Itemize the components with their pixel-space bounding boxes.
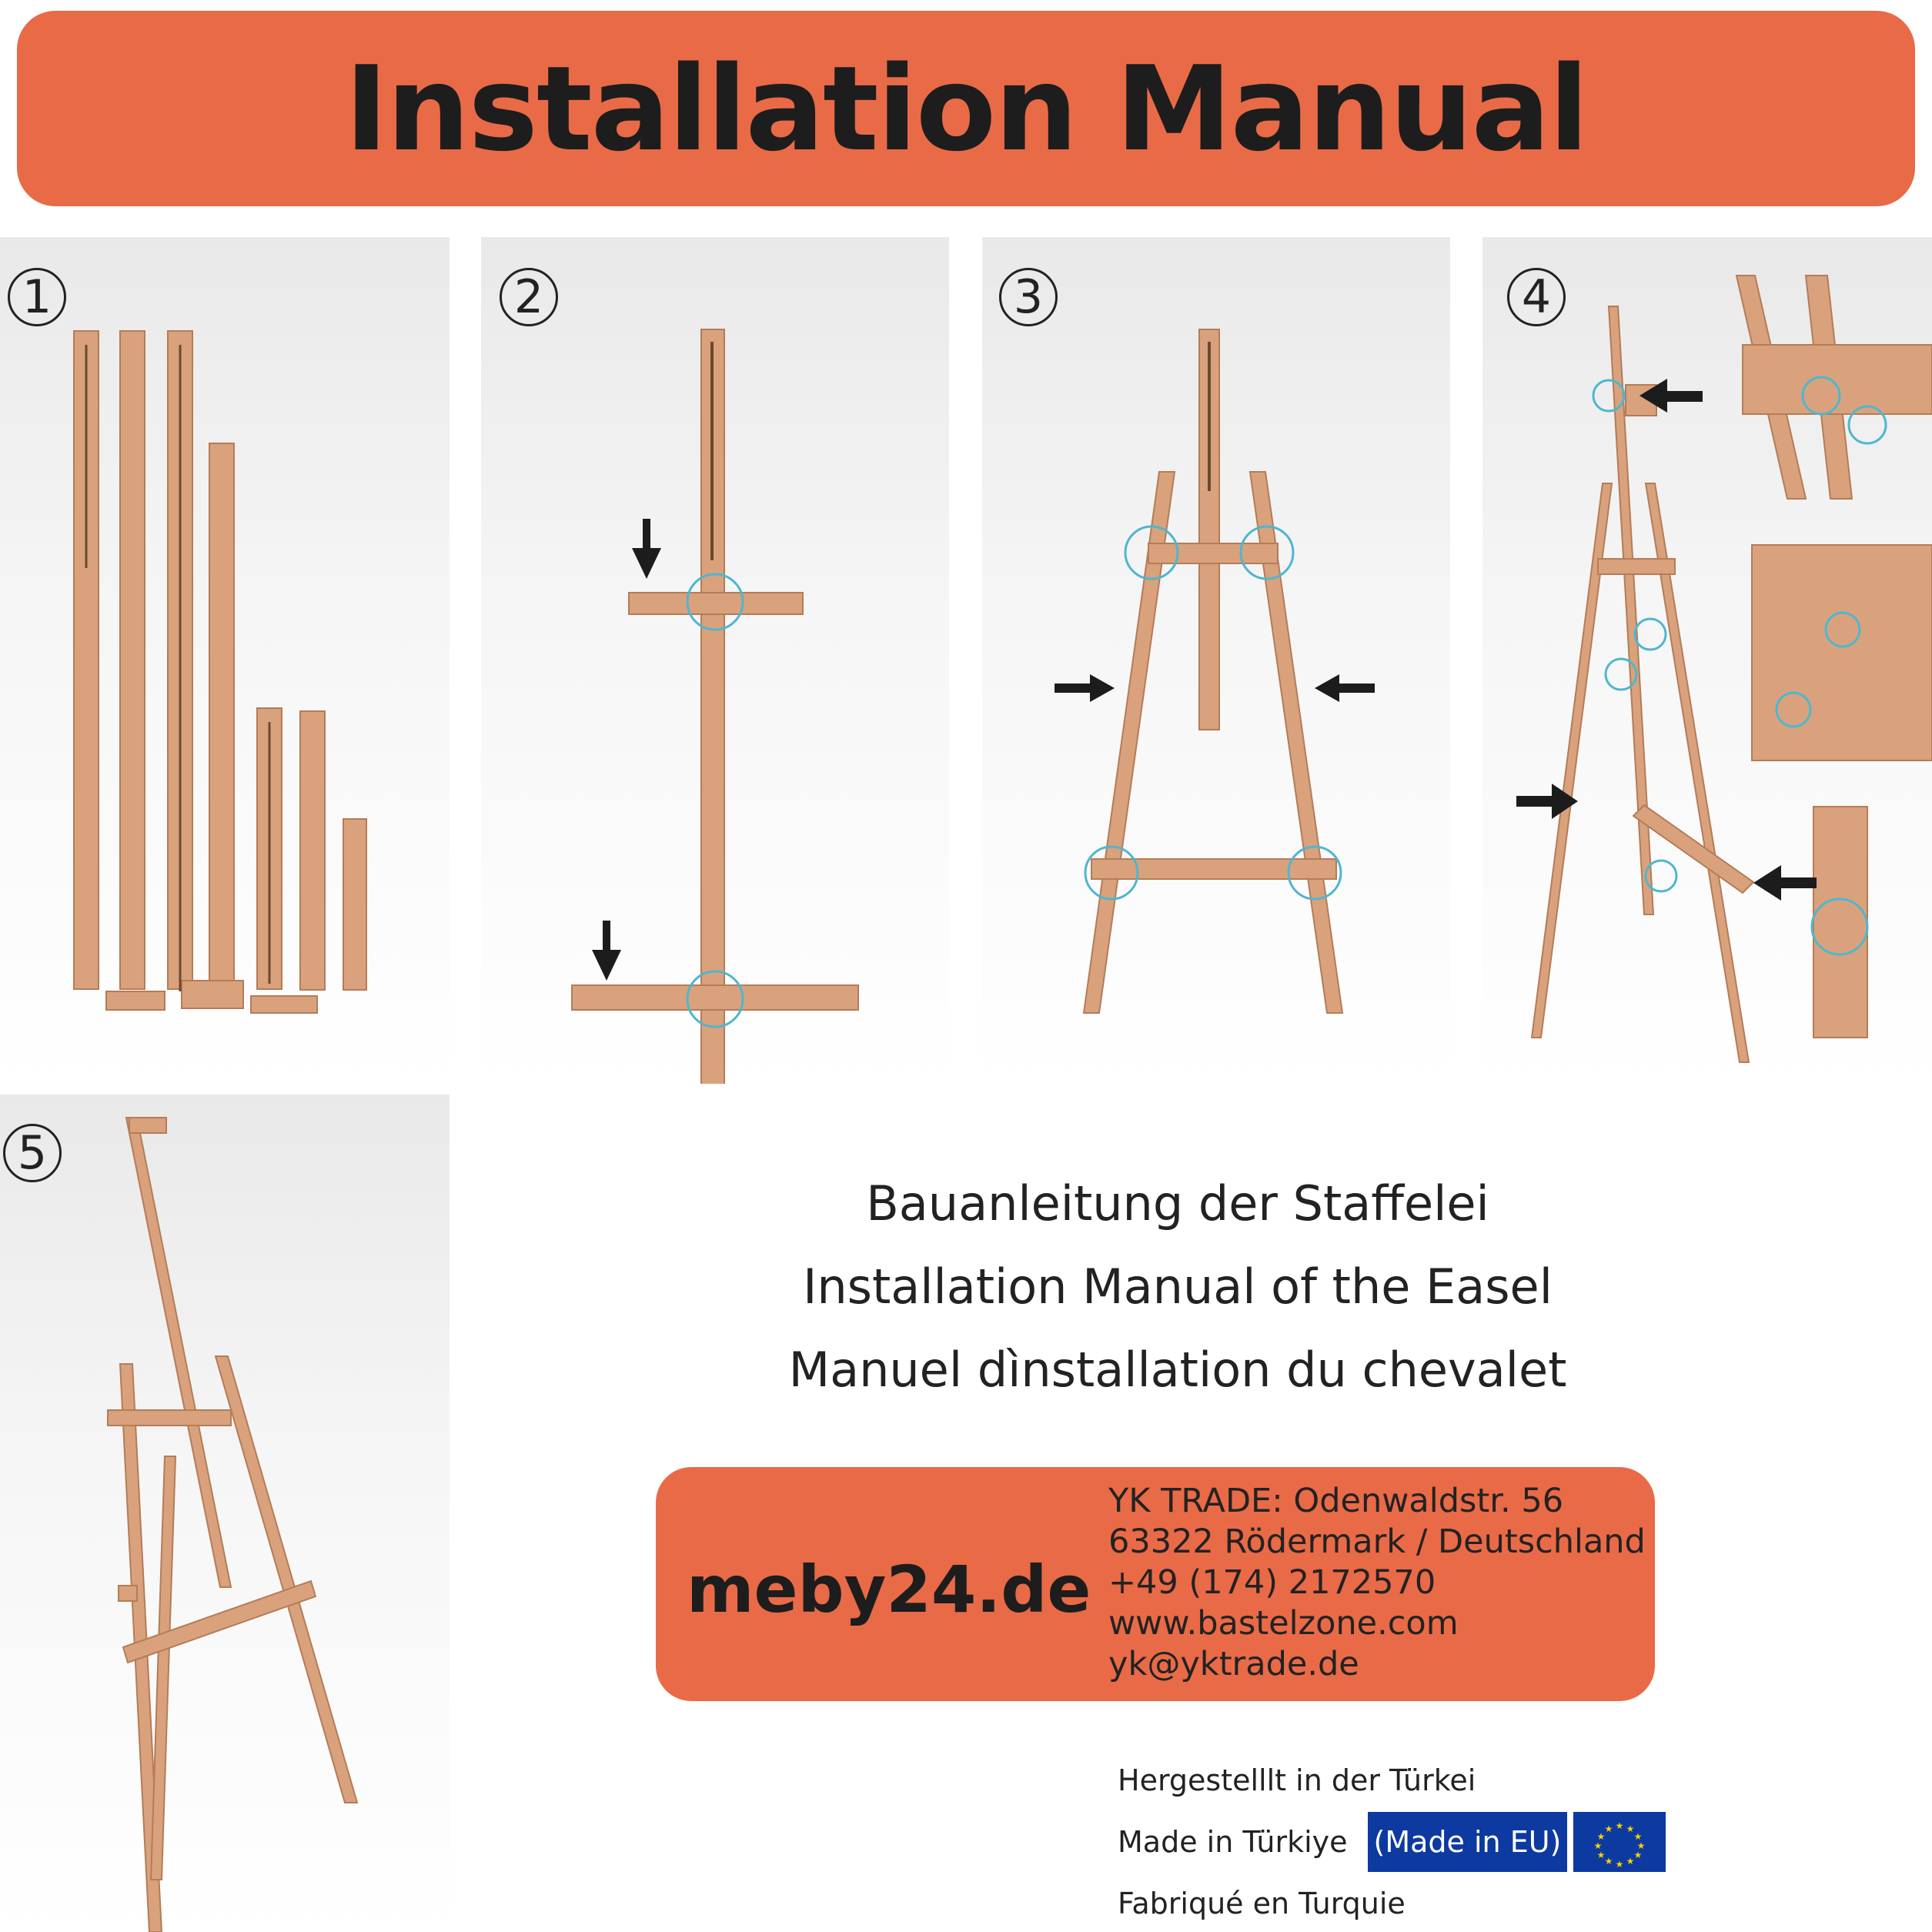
title-english: Installation Manual of the Easel <box>803 1258 1553 1315</box>
step-5-panel <box>0 1095 450 1932</box>
svg-text:★: ★ <box>1596 1831 1606 1842</box>
email-link[interactable]: yk@yktrade.de <box>1108 1645 1359 1683</box>
step-2-panel <box>481 237 949 1084</box>
easel-illustration <box>0 1095 450 1932</box>
made-in-eu-badge: (Made in EU) <box>1368 1812 1568 1872</box>
svg-text:★: ★ <box>1633 1850 1643 1860</box>
step-3-number: 3 <box>999 268 1058 326</box>
step-3-panel <box>982 237 1450 1084</box>
svg-text:★: ★ <box>1604 1856 1613 1867</box>
contact-box <box>656 1467 1655 1701</box>
step-2-illustration <box>481 237 949 1084</box>
address-block <box>1108 1481 1646 1685</box>
page-title: Installation Manual <box>344 40 1588 177</box>
svg-text:★: ★ <box>1626 1856 1635 1867</box>
origin-french: Fabriqué en Turquie <box>1118 1887 1406 1920</box>
title-german: Bauanleitung der Staffelei <box>866 1175 1489 1232</box>
header-banner <box>17 11 1915 206</box>
svg-text:★: ★ <box>1593 1840 1603 1851</box>
step-4-illustration <box>1482 237 1932 1084</box>
street: Odenwaldstr. 56 <box>1293 1482 1564 1520</box>
svg-text:★: ★ <box>1596 1850 1606 1860</box>
origin-german: Hergestelllt in der Türkei <box>1118 1763 1476 1797</box>
origin-english: Made in Türkiye <box>1118 1825 1348 1859</box>
parts-illustration <box>0 237 450 1084</box>
svg-text:★: ★ <box>1626 1823 1635 1834</box>
svg-text:★: ★ <box>1615 1859 1624 1870</box>
step-1-number: 1 <box>8 268 66 326</box>
step-2-number: 2 <box>500 268 558 326</box>
step-5-number: 5 <box>3 1124 62 1182</box>
origin-info <box>1118 1752 1666 1932</box>
title-french: Manuel dìnstallation du chevalet <box>788 1342 1567 1398</box>
manual-titles <box>770 1162 1586 1412</box>
step-4-number: 4 <box>1507 268 1566 326</box>
svg-text:★: ★ <box>1636 1840 1646 1851</box>
city: 63322 Rödermark / Deutschland <box>1108 1523 1646 1561</box>
svg-text:★: ★ <box>1633 1831 1643 1842</box>
step-4-panel <box>1482 237 1932 1084</box>
website-link[interactable]: www.bastelzone.com <box>1108 1604 1459 1643</box>
svg-text:★: ★ <box>1615 1820 1624 1831</box>
eu-flag-icon <box>1573 1812 1666 1872</box>
phone: +49 (174) 2172570 <box>1108 1563 1436 1602</box>
svg-text:★: ★ <box>1604 1823 1613 1834</box>
brand-name: meby24.de <box>687 1552 1091 1627</box>
step-3-illustration <box>982 237 1450 1084</box>
step-1-panel <box>0 237 450 1084</box>
company-name: YK TRADE: <box>1108 1482 1283 1520</box>
